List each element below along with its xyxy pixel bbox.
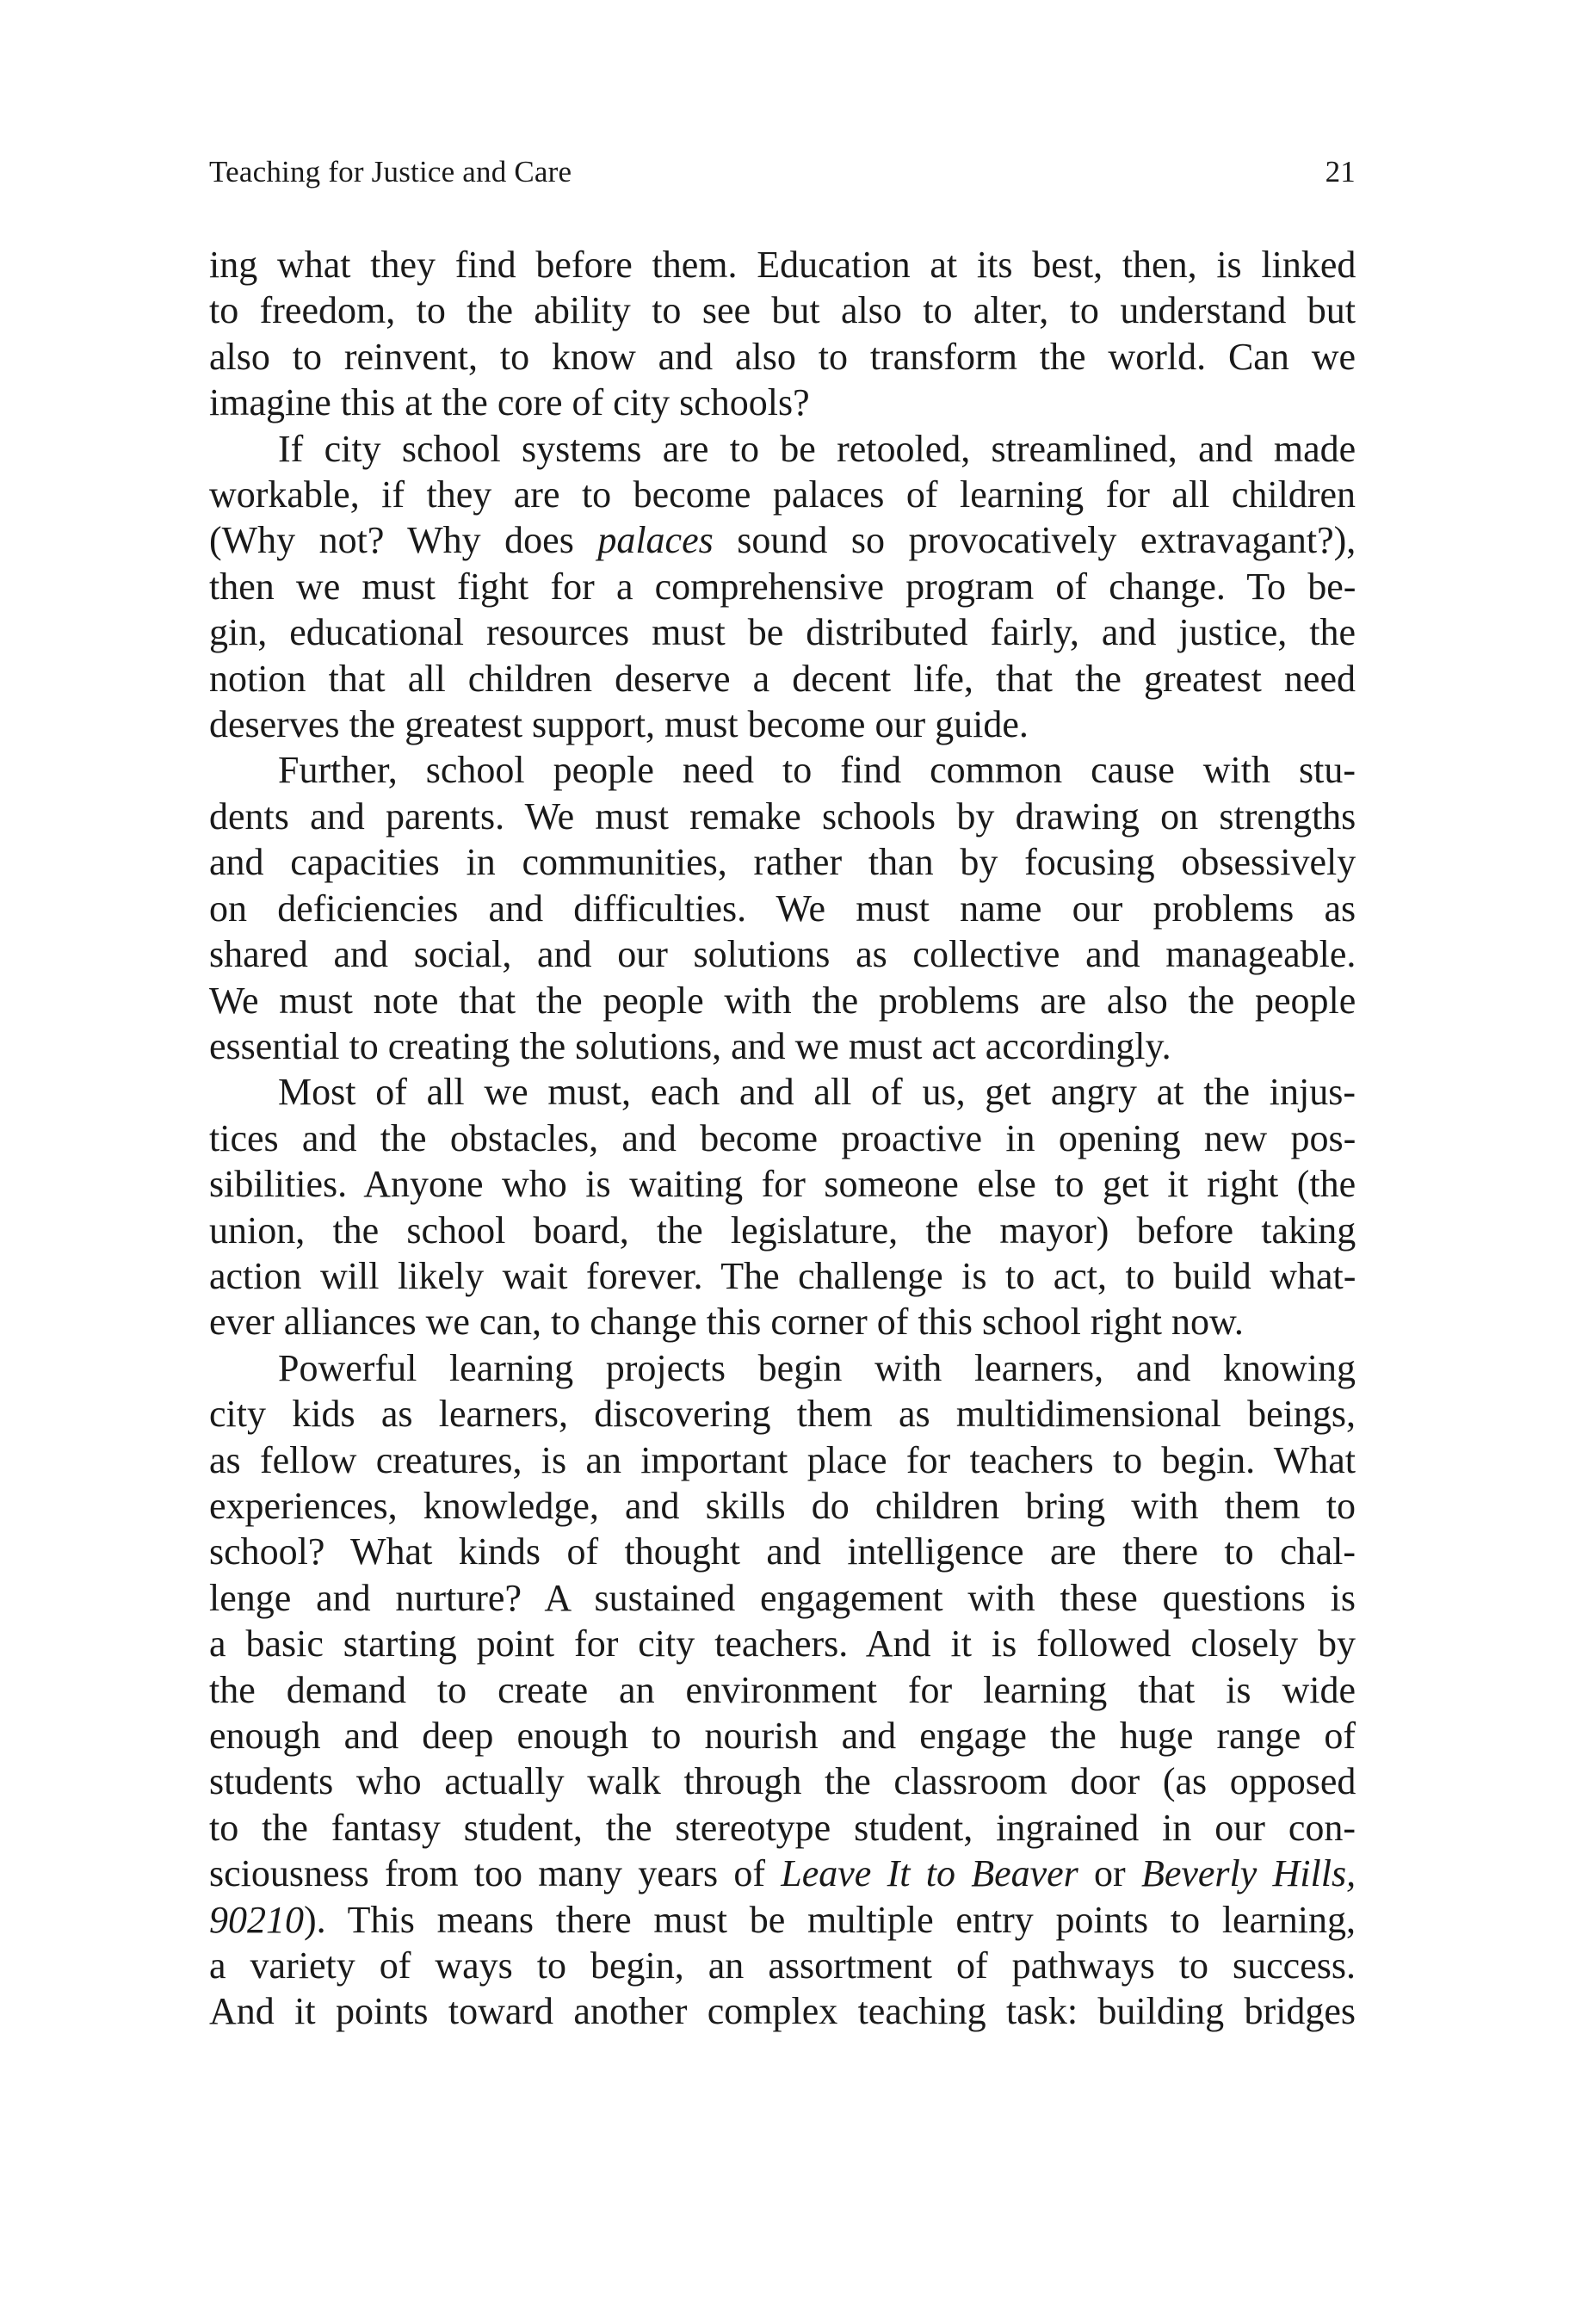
text-run: dents and parents. We must remake schools by drawing on strengths <box>209 794 1356 838</box>
paragraph <box>209 242 1356 426</box>
text-line <box>209 1483 1356 1529</box>
text-line <box>209 1437 1356 1483</box>
text-run: school? What kinds of thought and intelligence are there to chal- <box>209 1530 1356 1573</box>
text-line <box>209 794 1356 839</box>
text-run: sibilities. Anyone who is waiting for someone else to get it right (the <box>209 1163 1356 1206</box>
text-run: students who actually walk through the classroom door (as opposed <box>209 1760 1356 1803</box>
text-line <box>209 1161 1356 1207</box>
paragraph <box>209 1345 1356 2035</box>
text-run: gin, educational resources must be distributed fairly, and justice, the <box>209 611 1356 654</box>
text-line <box>209 978 1356 1023</box>
text-run: as fellow creatures, is an important place for teachers to begin. What <box>209 1438 1356 1481</box>
text-line <box>209 472 1356 517</box>
page-number: 21 <box>1325 155 1356 189</box>
text-run: ). This means there must be multiple entry points to learning, <box>304 1898 1356 1941</box>
text-run: sciousness from too many years of <box>209 1852 782 1895</box>
text-line <box>209 1023 1356 1069</box>
text-run: And it points toward another complex teaching task: building bridges <box>209 1990 1356 2033</box>
text-line <box>209 380 1356 425</box>
text-line <box>209 334 1356 380</box>
text-run: enough and deep enough to nourish and engage the huge range of <box>209 1715 1356 1757</box>
text-run: workable, if they are to become palaces of learning for all children <box>209 473 1356 516</box>
text-run: to freedom, to the ability to see but also to alter, to understand but <box>209 289 1356 332</box>
text-line <box>209 1713 1356 1758</box>
text-line <box>209 517 1356 563</box>
text-line <box>209 1345 1356 1391</box>
text-line <box>209 426 1356 472</box>
text-run: a variety of ways to begin, an assortment of pathways to success. <box>209 1944 1356 1987</box>
text-line <box>209 1116 1356 1161</box>
text-line <box>209 1758 1356 1804</box>
italic-text: palaces <box>597 519 714 562</box>
text-line <box>209 839 1356 885</box>
text-run: imagine this at the core of city schools? <box>209 381 810 424</box>
text-line <box>209 1667 1356 1713</box>
text-line <box>209 747 1356 793</box>
text-line <box>209 656 1356 702</box>
text-line <box>209 1988 1356 2034</box>
text-run: on deficiencies and difficulties. We must name our problems as <box>209 887 1356 930</box>
body-text <box>209 242 1356 2035</box>
text-run: deserves the greatest support, must become our guide. <box>209 703 1029 746</box>
text-run: We must note that the people with the problems are also the people <box>209 979 1356 1022</box>
text-line <box>209 564 1356 609</box>
text-line <box>209 1529 1356 1574</box>
text-line <box>209 1253 1356 1299</box>
text-run: sound so provocatively extravagant?), <box>713 519 1356 562</box>
italic-text: Beverly Hills, <box>1140 1852 1356 1895</box>
text-run: experiences, knowledge, and skills do children bring with them to <box>209 1484 1356 1527</box>
text-run: then we must fight for a comprehensive program of change. To be- <box>209 565 1356 608</box>
running-title: Teaching for Justice and Care <box>209 155 572 189</box>
running-head <box>209 155 1356 193</box>
text-run: and capacities in communities, rather than by focusing obsessively <box>209 841 1356 884</box>
text-run: union, the school board, the legislature, the mayor) before taking <box>209 1208 1356 1252</box>
text-run: (Why not? Why does <box>209 519 598 562</box>
text-line <box>209 609 1356 655</box>
text-run: notion that all children deserve a decent life, that the greatest need <box>209 657 1356 700</box>
paragraph <box>209 1069 1356 1344</box>
text-run: action will likely wait forever. The challenge is to act, to build what- <box>209 1254 1356 1297</box>
text-run: the demand to create an environment for learning that is wide <box>209 1668 1356 1711</box>
text-line <box>209 242 1356 287</box>
text-line <box>209 1851 1356 1896</box>
text-run: Further, school people need to find common cause with stu- <box>278 749 1356 792</box>
text-line <box>209 1208 1356 1253</box>
text-run: lenge and nurture? A sustained engagement with these questions is <box>209 1576 1356 1619</box>
text-run: tices and the obstacles, and become proactive in opening new pos- <box>209 1116 1356 1159</box>
text-run: Most of all we must, each and all of us, get angry at the injus- <box>278 1071 1356 1114</box>
text-run: If city school systems are to be retooled, streamlined, and made <box>278 427 1356 470</box>
text-run: a basic starting point for city teachers. And it is followed closely by <box>209 1622 1356 1666</box>
text-run: also to reinvent, to know and also to transform the world. Can we <box>209 335 1356 378</box>
text-line <box>209 1391 1356 1437</box>
text-line <box>209 287 1356 333</box>
text-run: to the fantasy student, the stereotype student, ingrained in our con- <box>209 1806 1356 1849</box>
text-run: city kids as learners, discovering them as multidimensional beings, <box>209 1393 1356 1436</box>
text-line <box>209 1069 1356 1115</box>
text-run: ever alliances we can, to change this corner of this school right now. <box>209 1301 1244 1344</box>
paragraph <box>209 747 1356 1069</box>
text-line <box>209 931 1356 977</box>
text-line <box>209 1897 1356 1943</box>
text-run: ing what they find before them. Education at its best, then, is linked <box>209 244 1356 286</box>
text-run: or <box>1078 1852 1141 1895</box>
text-line <box>209 1621 1356 1666</box>
text-line <box>209 886 1356 931</box>
italic-text: Leave It to Beaver <box>781 1852 1078 1895</box>
text-line <box>209 1575 1356 1621</box>
italic-text: 90210 <box>209 1898 304 1941</box>
text-run: shared and social, and our solutions as collective and manageable. <box>209 933 1356 976</box>
text-line <box>209 1943 1356 1988</box>
text-run: Powerful learning projects begin with learners, and knowing <box>278 1346 1356 1389</box>
text-line <box>209 1805 1356 1851</box>
text-run: essential to creating the solutions, and we must act accordingly. <box>209 1024 1171 1067</box>
paragraph <box>209 426 1356 748</box>
text-line <box>209 1299 1356 1344</box>
text-line <box>209 702 1356 747</box>
